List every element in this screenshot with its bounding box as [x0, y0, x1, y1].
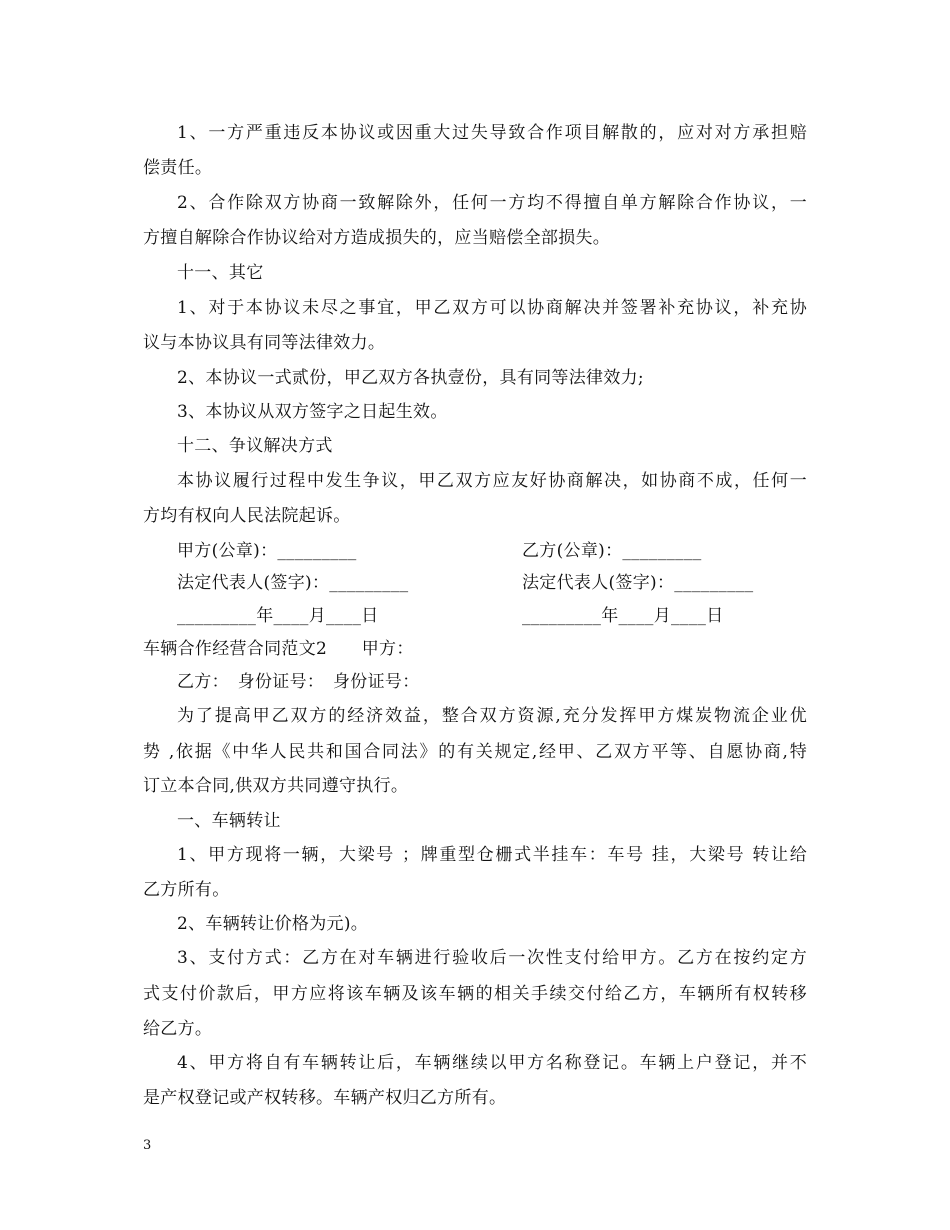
party-a-date: _________年____月____日 [177, 606, 379, 626]
item-3-line-1: 3、支付方式：乙方在对车辆进行验收后一次性支付给甲方。乙方在按约定方 [177, 948, 807, 968]
party-a-representative: 法定代表人(签字)：_________ [177, 573, 409, 593]
party-a-seal: 甲方(公章)：_________ [177, 541, 357, 561]
paragraph-6-line-1: 本协议履行过程中发生争议，甲乙双方应友好协商解决，如协商不成，任何一 [177, 471, 807, 491]
paragraph-1-line-2: 偿责任。 [143, 158, 213, 178]
item-4-line-1: 4、甲方将自有车辆转让后，车辆继续以甲方名称登记。车辆上户登记，并不 [177, 1053, 807, 1073]
item-1-line-1: 1、甲方现将一辆，大梁号 ；牌重型仓栅式半挂车：车号 挂，大梁号 转让给 [177, 845, 807, 865]
item-3-line-3: 给乙方。 [143, 1019, 213, 1039]
paragraph-2-line-1: 2、合作除双方协商一致解除外，任何一方均不得擅自单方解除合作协议，一 [177, 193, 807, 213]
section-heading-11: 十一、其它 [177, 263, 264, 283]
paragraph-2-line-2: 方擅自解除合作协议给对方造成损失的，应当赔偿全部损失。 [143, 228, 611, 248]
item-3-line-2: 式支付价款后，甲方应将该车辆及该车辆的相关手续交付给乙方，车辆所有权转移 [143, 984, 807, 1004]
party-b-date: _________年____月____日 [522, 606, 724, 626]
intro-line-3: 订立本合同,供双方共同遵守执行。 [143, 776, 409, 796]
paragraph-6-line-2: 方均有权向人民法院起诉。 [143, 506, 351, 526]
paragraph-1-line-1: 1、一方严重违反本协议或因重大过失导致合作项目解散的，应对对方承担赔 [177, 123, 807, 143]
paragraph-5: 3、本协议从双方签字之日起生效。 [177, 402, 448, 422]
section-heading-12: 十二、争议解决方式 [177, 436, 333, 456]
party-b-representative: 法定代表人(签字)：_________ [522, 573, 754, 593]
intro-line-1: 为了提高甲乙双方的经济效益，整合双方资源,充分发挥甲方煤炭物流企业优 [177, 706, 807, 726]
section-heading-1: 一、车辆转让 [177, 811, 281, 831]
paragraph-4: 2、本协议一式贰份，甲乙双方各执壹份，具有同等法律效力; [177, 368, 644, 388]
paragraph-3-line-1: 1、对于本协议未尽之事宜，甲乙双方可以协商解决并签署补充协议，补充协 [177, 298, 807, 318]
intro-line-2: 势 ,依据《中华人民共和国合同法》的有关规定,经甲、乙双方平等、自愿协商,特 [143, 742, 807, 762]
contract-2-title: 车辆合作经营合同范文2 甲方： [143, 639, 414, 659]
page-number: 3 [143, 1138, 152, 1153]
item-1-line-2: 乙方所有。 [143, 880, 230, 900]
item-2: 2、车辆转让价格为元)。 [177, 914, 369, 934]
item-4-line-2: 是产权登记或产权转移。车辆产权归乙方所有。 [143, 1088, 507, 1108]
party-b-seal: 乙方(公章)：_________ [522, 541, 702, 561]
paragraph-3-line-2: 议与本协议具有同等法律效力。 [143, 333, 386, 353]
contract-2-parties: 乙方： 身份证号： 身份证号： [177, 672, 420, 692]
